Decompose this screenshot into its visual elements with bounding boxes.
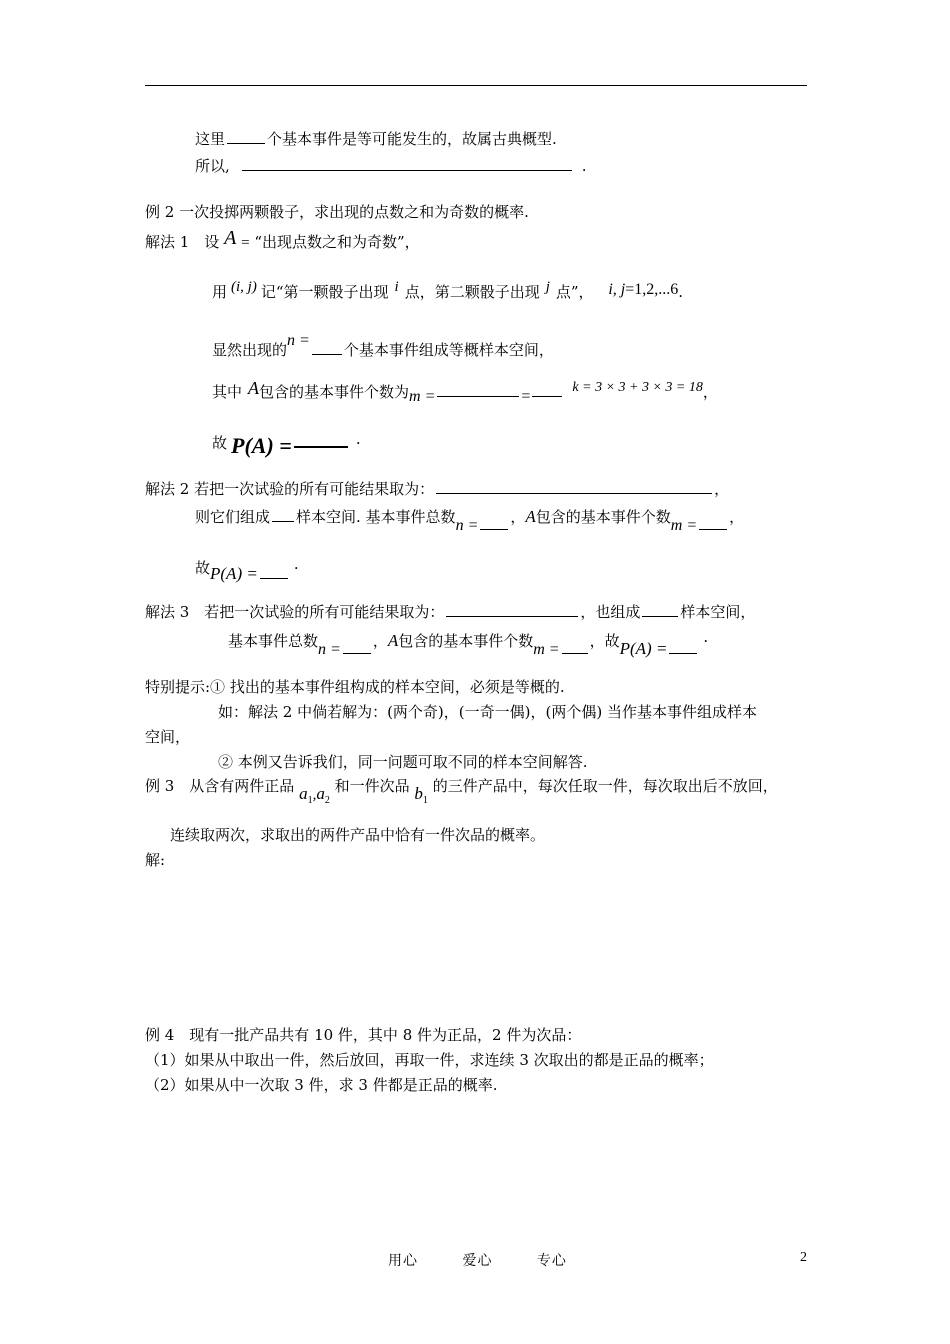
- answer-blank[interactable]: [446, 600, 578, 617]
- text-line: 所以, .: [195, 154, 587, 176]
- tip-line-3: 空间，: [145, 728, 191, 746]
- event-count-line: 其中 A包含的基本事件个数为m = =k = 3 × 3 + 3 × 3 = 18，: [212, 378, 718, 405]
- tip-line-4: ② 本例又告诉我们，同一问题可取不同的样本空间解答.: [218, 753, 588, 771]
- header-rule: [145, 85, 807, 86]
- tip-line-2: 如：解法 2 中倘若解为：(两个奇)，(一奇一偶)，(两个偶) 当作基本事件组成样本: [218, 703, 757, 721]
- tip-line-1: 特别提示:① 找出的基本事件组构成的样本空间，必须是等概的.: [145, 678, 565, 696]
- answer-blank[interactable]: [343, 637, 371, 654]
- solution-2-line: 解法 2 若把一次试验的所有可能结果取为： ，: [145, 477, 729, 499]
- answer-blank[interactable]: [294, 430, 348, 448]
- answer-blank[interactable]: [436, 477, 712, 494]
- answer-blank[interactable]: [260, 562, 288, 579]
- answer-blank[interactable]: [532, 380, 562, 397]
- solution-1-line: 解法 1 设 A = “出现点数之和为奇数”，: [145, 227, 420, 251]
- notation-line: 用 (i, j) 记“第一颗骰子出现 i 点，第二颗骰子出现 j 点”， i, j=1,2,...6.: [212, 279, 684, 301]
- example-4-part-1: （1）如果从中取出一件，然后放回，再取一件，求连续 3 次取出的都是正品的概率；: [145, 1051, 714, 1069]
- example-4-part-2: （2）如果从中一次取 3 件，求 3 件都是正品的概率.: [145, 1076, 498, 1094]
- answer-blank[interactable]: [312, 346, 342, 355]
- answer-blank[interactable]: [242, 154, 572, 171]
- solution-2-count-line: 则它们组成 样本空间. 基本事件总数n = ，A包含的基本事件个数m = ，: [195, 507, 745, 534]
- answer-blank[interactable]: [669, 637, 697, 654]
- page-number: 2: [800, 1250, 807, 1265]
- answer-blank[interactable]: [272, 505, 294, 522]
- probability-line: 故 P(A) = ·: [212, 430, 361, 453]
- footer-motto: 用心 爱心 专心: [388, 1253, 567, 1269]
- solution-2-probability: 故P(A) = ·: [195, 559, 299, 583]
- example-3-line: 例 3 从含有两件正品 $a_1,a_2$ 和一件次品 $b_1$ 的三件产品中，每次任取一件，每次取出后不放回，: [145, 777, 778, 806]
- answer-blank[interactable]: [227, 127, 265, 144]
- sample-space-line: 显然出现的n =个基本事件组成等概样本空间，: [212, 332, 554, 359]
- text-line: 这里 个基本事件是等可能发生的，故属古典概型.: [195, 127, 557, 149]
- answer-blank[interactable]: [480, 513, 508, 530]
- solution-3-count-line: 基本事件总数n = ，A包含的基本事件个数m = ，故P(A) = ·: [228, 631, 709, 658]
- example-4-title: 例 4 现有一批产品共有 10 件，其中 8 件为正品，2 件为次品：: [145, 1026, 582, 1044]
- answer-blank[interactable]: [642, 600, 678, 617]
- example-2-title: 例 2 一次投掷两颗骰子，求出现的点数之和为奇数的概率.: [145, 203, 529, 221]
- solution-label: 解:: [145, 851, 166, 869]
- answer-blank[interactable]: [699, 513, 727, 530]
- example-3-line-2: 连续取两次，求取出的两件产品中恰有一件次品的概率。: [170, 826, 546, 844]
- solution-3-line: 解法 3 若把一次试验的所有可能结果取为： ，也组成 样本空间，: [145, 600, 755, 622]
- answer-blank[interactable]: [562, 637, 588, 654]
- answer-blank[interactable]: [437, 380, 519, 397]
